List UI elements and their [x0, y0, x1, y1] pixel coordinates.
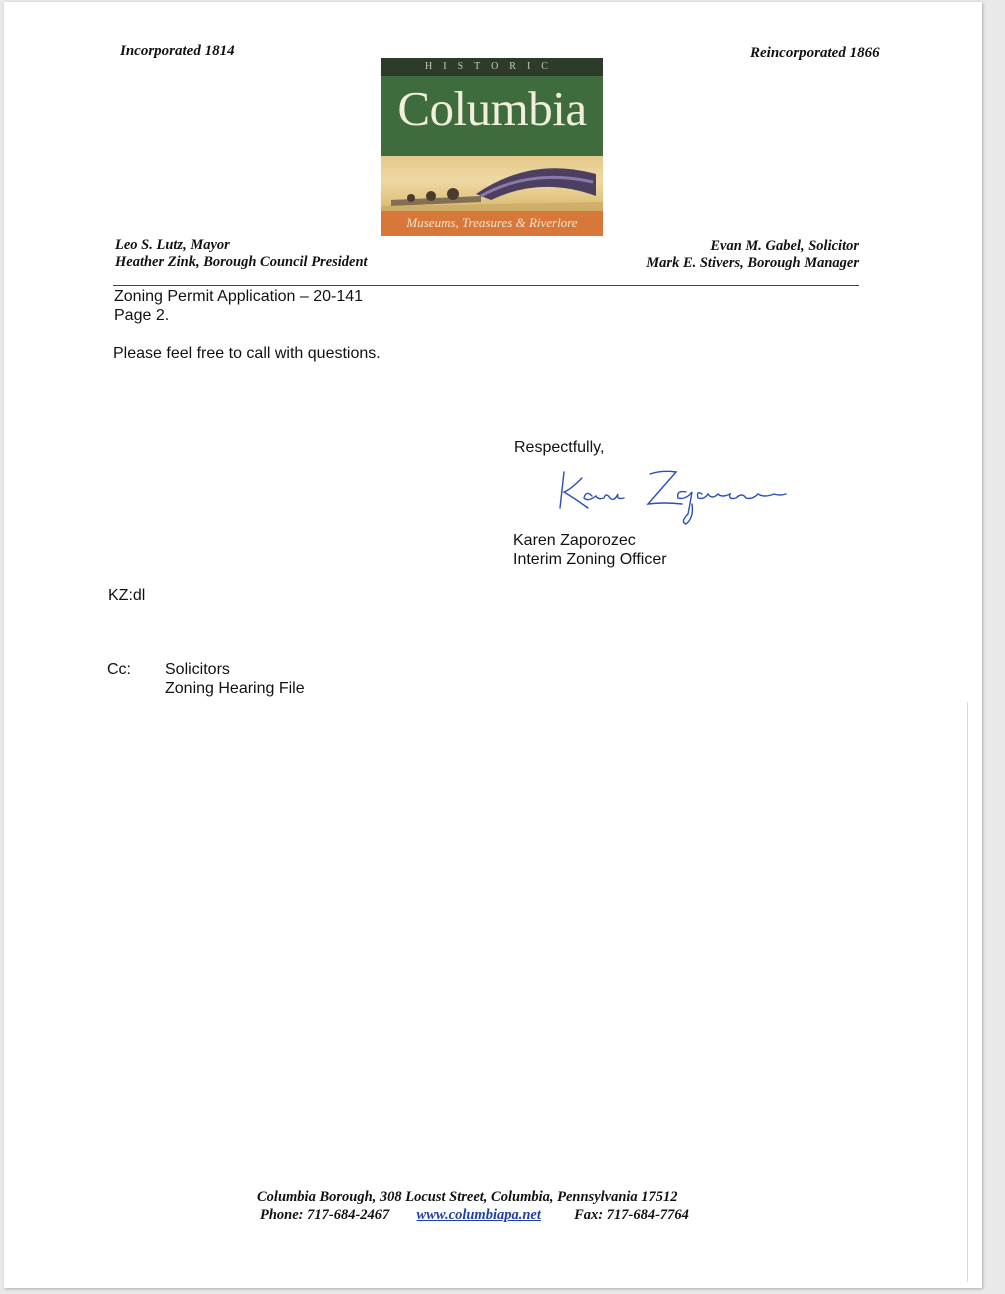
reincorporated-date: Reincorporated 1866	[750, 45, 880, 61]
footer-contact	[260, 1207, 700, 1224]
body-paragraph: Please feel free to call with questions.	[113, 345, 381, 362]
signer-title: Interim Zoning Officer	[513, 551, 667, 568]
officials-left	[115, 237, 368, 271]
historic-columbia-logo	[381, 58, 603, 236]
borough-manager-line: Mark E. Stivers, Borough Manager	[646, 255, 859, 271]
solicitor-line: Evan M. Gabel, Solicitor	[710, 238, 859, 254]
logo-historic-text: HISTORIC	[425, 61, 559, 72]
reference-line: Zoning Permit Application – 20-141	[114, 288, 364, 305]
closing: Respectfully,	[514, 439, 605, 456]
website-link[interactable]: www.columbiapa.net	[416, 1207, 541, 1223]
letter-page	[4, 2, 982, 1288]
footer-phone: Phone: 717-684-2467	[260, 1207, 390, 1223]
cc-label: Cc:	[107, 661, 131, 678]
handwritten-signature	[552, 464, 792, 531]
cc-recipient: Zoning Hearing File	[165, 680, 305, 697]
page-edge-shadow	[967, 702, 968, 1282]
officials-right	[624, 238, 859, 272]
mayor-line: Leo S. Lutz, Mayor	[115, 237, 230, 253]
signer-name: Karen Zaporozec	[513, 532, 636, 549]
footer-address: Columbia Borough, 308 Locust Street, Columbia, Pennsylvania 17512	[257, 1189, 678, 1205]
logo-title: Columbia	[397, 81, 587, 136]
typist-initials: KZ:dl	[108, 587, 146, 604]
page-number: Page 2.	[114, 307, 170, 324]
incorporated-date: Incorporated 1814	[120, 43, 235, 59]
header-divider	[113, 285, 859, 286]
cc-recipient: Solicitors	[165, 661, 230, 678]
council-president-line: Heather Zink, Borough Council President	[115, 254, 368, 270]
logo-tagline: Museums, Treasures & Riverlore	[406, 215, 578, 230]
bridge-image	[381, 156, 603, 211]
footer-fax: Fax: 717-684-7764	[574, 1207, 689, 1223]
